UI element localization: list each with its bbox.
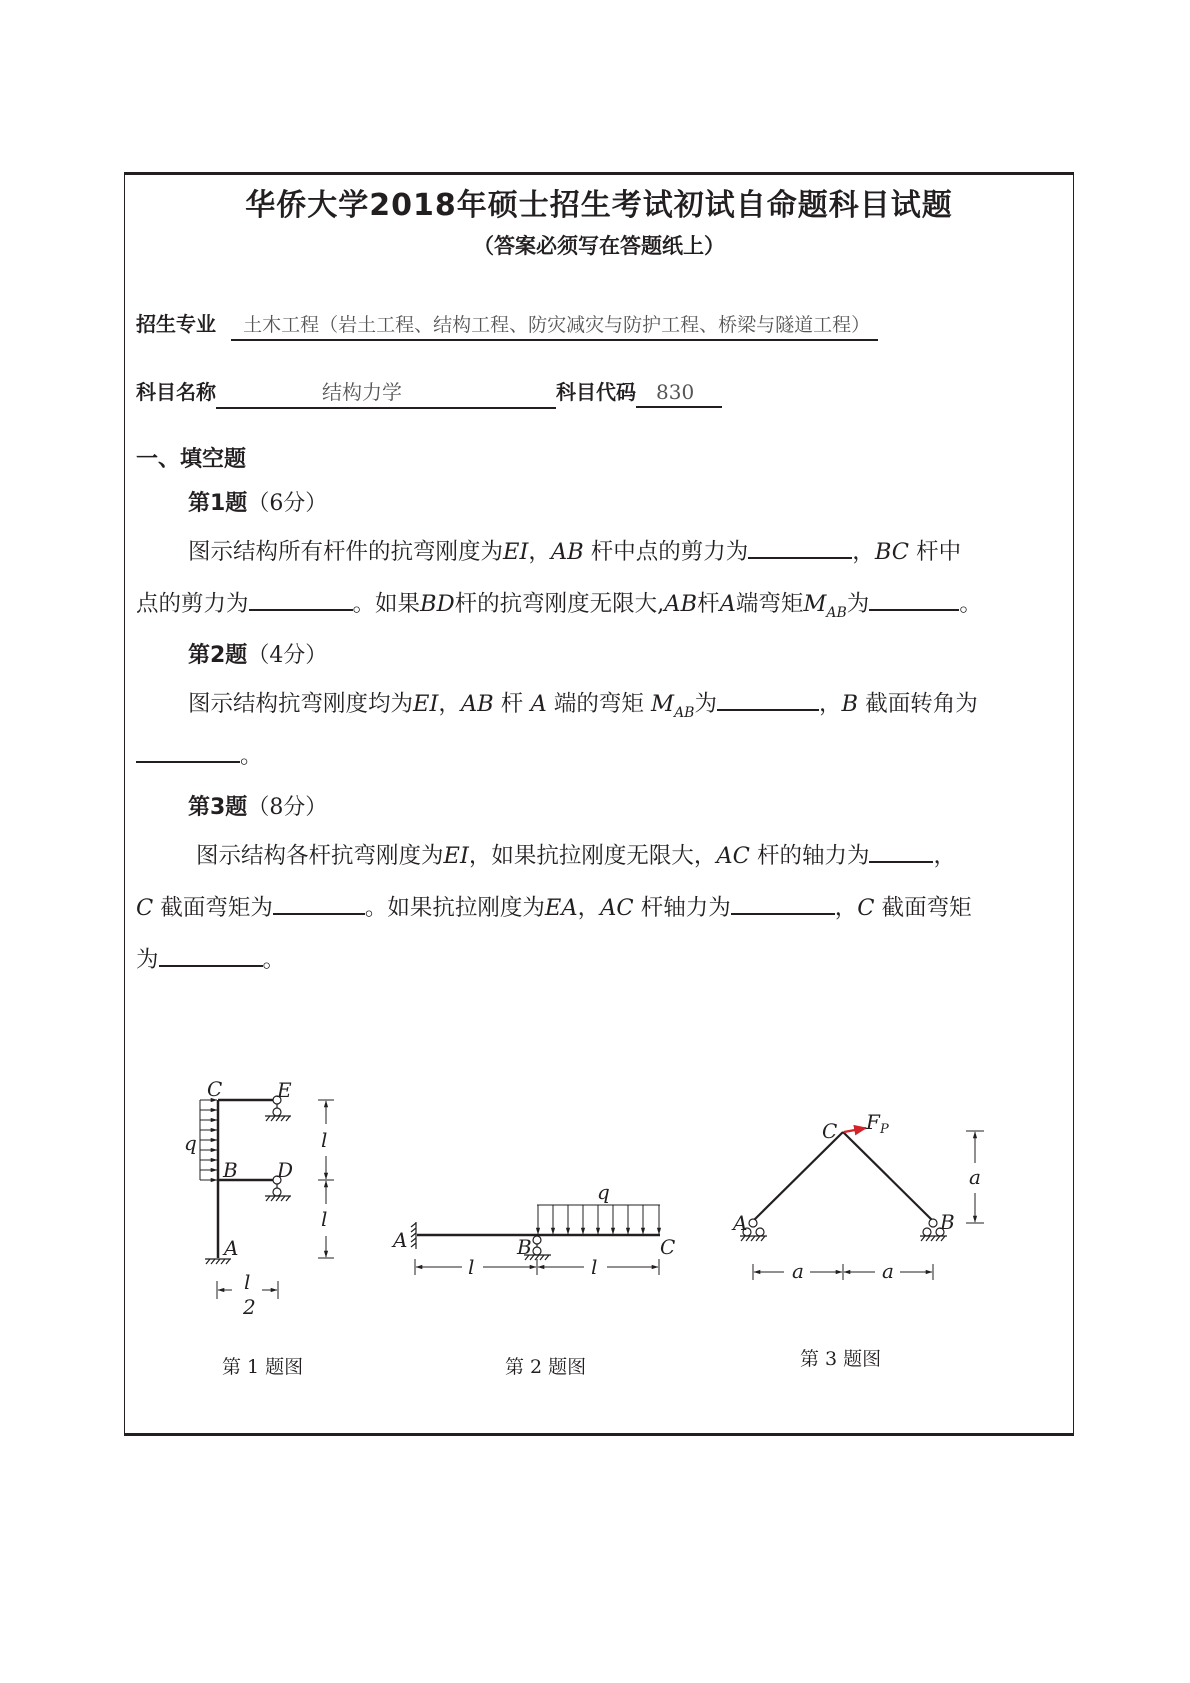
label-l-bottom: l — [321, 1207, 328, 1231]
q1-text: ， — [528, 539, 551, 565]
q3-text: ， — [577, 895, 601, 921]
q1-m: M — [803, 591, 827, 617]
label-b: B — [940, 1210, 955, 1234]
q3-text: ，如果抗拉刚度无限大， — [468, 843, 717, 869]
label-a: A — [224, 1236, 239, 1260]
page-title: 华侨大学2018年硕士招生考试初试自命题科目试题 — [245, 188, 953, 223]
major-value: 土木工程（岩土工程、结构工程、防灾减灾与防护工程、桥梁与隧道工程） — [243, 314, 871, 336]
q3-text: 截面弯矩为 — [153, 895, 273, 921]
q2-text: 截面转角为 — [858, 691, 978, 717]
q2-ab: AB — [460, 691, 494, 717]
label-f: F — [866, 1110, 880, 1134]
q3-text: 为 — [136, 947, 159, 973]
q2-m-sub: AB — [674, 704, 695, 721]
q3-ea: EA — [544, 895, 578, 921]
force-fp-arrow-icon — [844, 1128, 866, 1132]
label-c: C — [207, 1077, 223, 1101]
q3-text: 杆轴力为 — [633, 895, 731, 921]
q2-text: 。 — [240, 743, 263, 769]
figure-2-labels — [391, 1180, 675, 1279]
figure-3-caption: 第 3 题图 — [800, 1348, 882, 1370]
q2-text: 杆 — [493, 691, 531, 717]
label-c: C — [660, 1235, 676, 1259]
q2-text: ， — [438, 691, 461, 717]
q1-a: A — [719, 591, 736, 617]
q1-ei: EI — [503, 539, 529, 565]
q1-text: ， — [852, 539, 875, 565]
label-b: B — [223, 1158, 238, 1182]
q3-ac: AC — [716, 843, 750, 869]
label-b: B — [517, 1235, 532, 1259]
figure-1-caption: 第 1 题图 — [222, 1356, 304, 1378]
q1-text: 。如果 — [352, 591, 421, 617]
label-q: q — [184, 1131, 197, 1155]
q3-text: 。如果抗拉刚度为 — [364, 895, 545, 921]
figure-1 — [200, 1096, 334, 1299]
q1-text: 图示结构所有杆件的抗弯刚度为 — [188, 539, 504, 565]
q2-text: 为 — [694, 691, 717, 717]
figure-1-labels — [184, 1077, 327, 1319]
q1-text: 杆 — [697, 591, 720, 617]
label-half-numerator: l — [244, 1270, 251, 1294]
q1-text: 为 — [846, 591, 870, 617]
q1-ab: AB — [550, 539, 584, 565]
member-ac — [753, 1132, 843, 1221]
q3-text: ， — [933, 843, 956, 869]
code-label: 科目代码 — [556, 380, 636, 404]
q3-text: 。 — [262, 947, 286, 973]
q1-text: 点的剪力为 — [136, 591, 249, 617]
fixed-support-a-icon — [411, 1222, 416, 1249]
label-l-top: l — [321, 1128, 328, 1152]
q1-text: 杆的抗弯刚度无限大, — [454, 591, 665, 617]
label-q: q — [597, 1180, 610, 1204]
q3-c: C — [857, 895, 875, 921]
dimension-horizontal — [753, 1264, 933, 1280]
code-value: 830 — [656, 380, 695, 404]
label-l1: l — [468, 1255, 475, 1279]
label-l2: l — [591, 1255, 598, 1279]
label-half-denominator: 2 — [243, 1295, 256, 1319]
figure-2-caption: 第 2 题图 — [505, 1356, 587, 1378]
q1-text: 杆中点的剪力为 — [583, 539, 749, 565]
figure-2 — [411, 1205, 660, 1275]
label-a2: a — [882, 1259, 894, 1283]
q3-text: 截面弯矩 — [874, 895, 972, 921]
question-2-number: 第2题 — [188, 643, 248, 668]
q3-ac: AC — [600, 895, 634, 921]
question-2-score: （4分） — [247, 643, 328, 668]
q3-c: C — [136, 895, 154, 921]
q3-ei: EI — [443, 843, 469, 869]
label-f-sub: P — [880, 1122, 889, 1137]
q1-text: 端弯矩 — [735, 591, 804, 617]
label-c: C — [822, 1119, 838, 1143]
member-cb — [843, 1132, 933, 1221]
dimension-vertical — [318, 1100, 334, 1258]
q1-m-sub: AB — [826, 604, 847, 621]
q2-text: ， — [818, 691, 842, 717]
q1-text: 。 — [959, 591, 982, 617]
q2-ei: EI — [413, 691, 439, 717]
label-a: A — [733, 1211, 748, 1235]
q-load-arrows — [538, 1205, 659, 1234]
question-3-score: （8分） — [247, 795, 328, 820]
question-3-number: 第3题 — [188, 795, 248, 820]
q3-text: 杆的轴力为 — [749, 843, 870, 869]
label-a-vertical: a — [969, 1165, 981, 1189]
q1-bc: BC — [874, 539, 909, 565]
subject-value: 结构力学 — [322, 380, 402, 404]
q3-text: 图示结构各杆抗弯刚度为 — [196, 843, 444, 869]
label-e: E — [277, 1078, 292, 1102]
page-subtitle: （答案必须写在答题纸上） — [473, 234, 725, 258]
q1-ab: AB — [664, 591, 698, 617]
q3-text: ， — [834, 895, 858, 921]
question-1-number: 第1题 — [188, 491, 248, 516]
section-title: 一、填空题 — [136, 447, 247, 472]
q2-m: M — [651, 691, 675, 717]
label-a: A — [393, 1228, 408, 1252]
q2-text: 端的弯矩 — [546, 691, 652, 717]
q-load-arrows — [200, 1100, 217, 1180]
q2-b: B — [841, 691, 859, 717]
major-label: 招生专业 — [136, 312, 216, 336]
figure-3 — [740, 1128, 984, 1280]
q2-a: A — [530, 691, 547, 717]
label-a1: a — [792, 1259, 804, 1283]
dimension-horizontal — [415, 1259, 659, 1275]
question-1-score: （6分） — [247, 491, 328, 516]
figure-3-labels — [731, 1110, 981, 1283]
q1-bd: BD — [420, 591, 455, 617]
label-d: D — [277, 1158, 294, 1182]
q1-text: 杆中 — [908, 539, 962, 565]
subject-label: 科目名称 — [136, 380, 216, 404]
q2-text: 图示结构抗弯刚度均为 — [188, 691, 414, 717]
